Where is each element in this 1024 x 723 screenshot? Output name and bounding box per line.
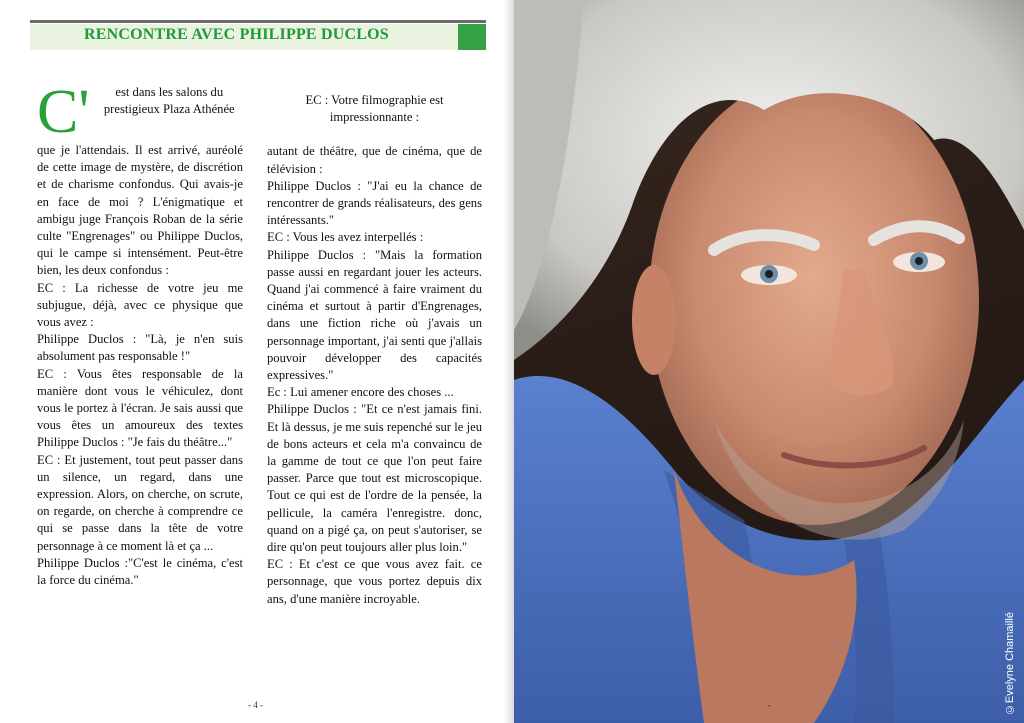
paragraph: EC : Vous êtes responsable de la manière dont vous le véhiculez, dont vous le portez à l'écran. Je sais aussi que vous êtes un amoureux des textes Philippe Duclos : "Je fais du théâtre..." xyxy=(37,366,243,450)
photo-credit: ©Evelyne Chamaillé xyxy=(1004,611,1016,715)
paragraph: Philippe Duclos : "Là, je n'en suis absolument pas responsable !" xyxy=(37,332,243,364)
paragraph: EC : Et justement, tout peut passer dans un silence, un regard, dans une expression. Alors, on cherche, on scrute, on regarde, on cherche à comprendre ce qui se passe dans la tête de votre personnage à ce moment là et ça ... xyxy=(37,452,243,553)
left-column xyxy=(37,78,243,589)
paragraph: EC : Vous les avez interpellés : xyxy=(267,230,424,245)
paragraph: Philippe Duclos : "Et ce n'est jamais fini. Et là dessus, je me suis repenché sur le jeu de bons acteurs et cela m'a convaincu de la gamme de tout ce que l'on peut faire passer. Parce que tout est microscopique. Tout ce qui est de l'ordre de la pensée, la pellicule, la caméra l'enregistre. donc, quand on a pigé ça, on peut s'autoriser, se dire qu'on peut toujours aller plus loin." xyxy=(267,402,482,555)
header-rule xyxy=(30,20,486,23)
paragraph: EC : La richesse de votre jeu me subjugue, déjà, avec ce physique que vous avez : xyxy=(37,280,243,330)
column-heading: EC : Votre filmographie est impressionnante : xyxy=(305,93,444,125)
portrait-illustration xyxy=(514,0,1024,723)
article-title: RENCONTRE AVEC PHILIPPE DUCLOS xyxy=(84,26,389,43)
paragraph: que je l'attendais. Il est arrivé, auréolé de cette image de mystère, de discrétion et de charisme confondus. Qui avais-je en face de moi ? L'énigmatique et ambigu juge François Roban de la série culte "Engrenages" ou Philippe Duclos, qui le campe si intensément. Peut-être bien, les deux confondus : xyxy=(37,143,243,278)
right-page-marker: - xyxy=(768,700,771,710)
page-number: - 4 - xyxy=(248,700,263,710)
paragraph: Philippe Duclos : "J'ai eu la chance de rencontrer de grands réalisateurs, des gens intéressants." xyxy=(267,178,482,228)
header-green-square xyxy=(458,24,486,50)
right-column xyxy=(267,92,482,608)
paragraph: autant de théâtre, que de cinéma, que de télévision : xyxy=(267,144,482,176)
header-bar xyxy=(30,24,486,50)
paragraph: Philippe Duclos :"C'est le cinéma, c'est la force du cinéma." xyxy=(37,555,243,588)
paragraph: Philippe Duclos : "Mais la formation passe aussi en regardant jouer les acteurs. Quand j'ai commencé à faire vraiment du cinéma et surtout à partir d'Engrenages, dans une fiction riche où j'avais un personnage important, j'ai senti que j'allais pouvoir développer des capacités expressives." xyxy=(267,247,482,383)
dropcap: C' xyxy=(37,78,90,146)
paragraph: Ec : Lui amener encore des choses ... xyxy=(267,385,454,400)
intro-first-lines: est dans les salons du prestigieux Plaza Athénée xyxy=(103,85,235,117)
portrait-photo xyxy=(514,0,1024,723)
paragraph: EC : Et c'est ce que vous avez fait. ce personnage, que vous portez depuis dix ans, d'une manière incroyable. xyxy=(267,557,482,606)
